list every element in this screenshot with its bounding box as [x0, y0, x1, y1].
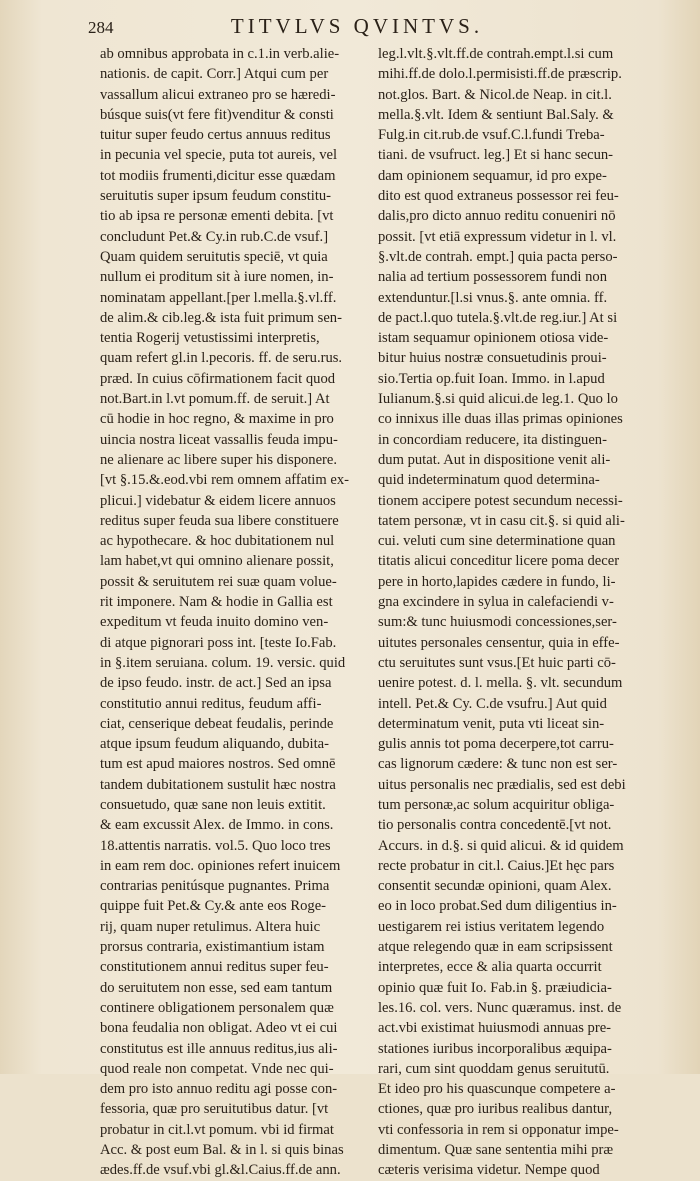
text-line: recte probatur in cit.l. Caius.]Et hęc pars: [378, 857, 615, 874]
text-line: constitutio annui reditus, feudum affi-: [100, 695, 322, 712]
page-number: 284: [88, 18, 114, 37]
text-line: probatur in cit.l.vt pomum. vbi id firmat: [100, 1121, 334, 1138]
text-line: les.16. col. vers. Nunc quæramus. inst. de: [378, 999, 622, 1016]
text-line: in pecunia vel specie, puta tot aureis, vel: [100, 147, 338, 164]
text-line: 18.attentis narratis. vol.5. Quo loco tres: [100, 837, 331, 854]
text-line: dito est quod extraneus possessor rei feu-: [378, 188, 619, 205]
text-line: concludunt Pet.& Cy.in rub.C.de vsuf.]: [100, 228, 329, 245]
text-line: cæteris verisima videtur. Nempe quod: [378, 1162, 600, 1179]
text-line: §.vlt.de contrah. empt.] quia pacta perso-: [378, 248, 618, 265]
text-line: quam refert gl.in l.pecoris. ff. de seru.rus.: [100, 350, 343, 367]
text-line: act.vbi existimat huiusmodi annuas pre-: [378, 1020, 612, 1037]
text-line: tatem personæ, vt in casu cit.§. si quid ali-: [378, 512, 625, 529]
text-line: co innixus ille duas illas primas opiniones: [378, 411, 623, 428]
text-line: possit & seruitutem rei suæ quam volue-: [100, 573, 337, 590]
text-line: cui. veluti cum sine determinatione quan: [378, 533, 616, 550]
left-text-column: [100, 44, 368, 1181]
text-line: de ipso feudo. instr. de act.] Sed an ipsa: [100, 675, 332, 692]
text-line: lam habet,vt qui omnino alienare possit,: [100, 553, 334, 570]
text-line: ab omnibus approbata in c.1.in verb.alie-: [100, 46, 340, 62]
text-line: tio ab ipsa re personæ ementi debita. [vt: [100, 208, 334, 225]
right-text-column: [378, 44, 640, 1181]
text-line: de pact.l.quo tutela.§.vlt.de reg.iur.] At si: [378, 309, 618, 326]
text-line: rari, cum sint quoddam genus seruitutū.: [378, 1060, 610, 1077]
text-line: quippe fuit Pet.& Cy.& ante eos Roge-: [100, 898, 327, 915]
text-line: dimentum. Quæ sane sententia mihi præ: [378, 1142, 614, 1159]
text-line: dalis,pro dicto annuo reditu conueniri nō: [378, 208, 616, 225]
text-line: tandem dubitationem sustulit hæc nostra: [100, 776, 336, 793]
text-line: [vt §.15.&.eod.vbi rem omnem affatim ex-: [100, 472, 349, 489]
text-line: tentia Rogerij vetustissimi interpretis,: [100, 330, 320, 347]
text-line: constitutionem annui reditus super feu-: [100, 959, 329, 976]
text-line: vassallum alicui extraneo pro se hæredi-: [100, 86, 336, 103]
text-line: & eam excussit Alex. de Immo. in cons.: [100, 817, 334, 834]
text-line: gulis annis tot poma decerpere,tot carru-: [378, 736, 614, 753]
text-line: uitutes personales censentur, quia in effe-: [378, 634, 620, 651]
text-line: Accurs. in d.§. si quid alicui. & id quidem: [378, 837, 624, 854]
text-line: dam opinionem sequamur, id pro expe-: [378, 167, 607, 184]
text-line: búsque suis(vt fere fit)venditur & consti: [100, 106, 334, 123]
text-line: præd. In cuius cōfirmationem facit quod: [100, 370, 336, 387]
text-line: prorsus contraria, existimantium istam: [100, 939, 325, 956]
text-line: ac hypothecare. & hoc dubitationem nul: [100, 533, 335, 550]
text-line: do seruitutem non esse, sed eam tantum: [100, 979, 333, 996]
running-head: TITVLVS QVINTVS.: [230, 14, 484, 38]
text-line: Et ideo pro his quascunque competere a-: [378, 1081, 616, 1098]
text-line: sum:& tunc huiusmodi concessiones,ser-: [378, 614, 617, 631]
text-line: gna excindere in sylua in calefaciendi v-: [378, 594, 614, 611]
text-line: determinatum venit, puta vti liceat sin-: [378, 715, 605, 732]
text-line: uitus personalis nec prædialis, sed est debi: [378, 776, 626, 793]
text-line: uenire potest. d. l. mella. §. vlt. secundum: [378, 675, 623, 692]
text-line: vti confessoria in rem si opponatur impe-: [378, 1121, 619, 1138]
text-line: in concordiam reducere, ita distinguen-: [378, 431, 607, 448]
text-line: ædes.ff.de vsuf.vbi gl.&l.Caius.ff.de ann.: [100, 1162, 341, 1179]
text-line: uincia nostra liceat vassallis feuda impu-: [100, 431, 338, 448]
text-line: istam sequamur opinionem otiosa vide-: [378, 330, 609, 347]
text-line: continere obligationem personalem quæ: [100, 999, 334, 1016]
text-line: Fulg.in cit.rub.de vsuf.C.l.fundi Treba-: [378, 127, 605, 144]
text-line: constitutus est ille annuus reditus,ius ali-: [100, 1040, 338, 1057]
text-line: rij, quam nuper retulimus. Altera huic: [100, 918, 321, 935]
text-line: Quam quidem seruitutis speciē, vt quia: [100, 248, 328, 265]
text-line: de alim.& cib.leg.& ista fuit primum sen-: [100, 309, 342, 326]
text-line: tot modiis frumenti,dicitur esse quædam: [100, 167, 336, 184]
text-line: bona feudalia non obligat. Adeo vt ei cui: [100, 1020, 338, 1037]
text-line: extenduntur.[l.si vnus.§. ante omnia. ff.: [378, 289, 608, 306]
text-line: mella.§.vlt. Idem & sentiunt Bal.Saly. &: [378, 106, 614, 123]
text-line: atque relegendo quæ in eam scripsissent: [378, 939, 613, 956]
text-line: Acc. & post eum Bal. & in l. si quis binas: [100, 1142, 344, 1159]
text-line: eo in loco probat.Sed dum diligentius in-: [378, 898, 617, 915]
text-line: bitur huius nostræ consuetudinis proui-: [378, 350, 607, 367]
text-line: tuitur super feudo certus annuus reditus: [100, 127, 331, 144]
text-line: ctiones, quæ pro iuribus realibus dantur,: [378, 1101, 613, 1118]
text-line: nominatam appellant.[per l.mella.§.vl.ff.: [100, 289, 337, 306]
text-line: expeditum vt feuda inuito domino ven-: [100, 614, 329, 631]
text-line: di atque pignorari poss int. [teste Io.Fab.: [100, 634, 337, 651]
text-line: titatis alicui conceditur licere poma decer: [378, 553, 620, 570]
text-line: leg.l.vlt.§.vlt.ff.de contrah.empt.l.si cum: [378, 46, 614, 62]
text-line: tum est apud maiores nostros. Sed omnē: [100, 756, 336, 773]
text-line: quod reale non competat. Vnde nec qui-: [100, 1060, 334, 1077]
text-line: seruitutis super ipsum feudum constitu-: [100, 188, 332, 205]
text-line: fessoria, quæ pro seruitutibus datur. [vt: [100, 1101, 329, 1118]
text-line: uestigarem rei istius veritatem legendo: [378, 918, 605, 935]
text-line: Iulianum.§.si quid alicui.de leg.1. Quo lo: [378, 391, 618, 408]
text-line: ctu seruitutes sunt vsus.[Et huic parti cō-: [378, 654, 616, 671]
text-line: rit imponere. Nam & hodie in Gallia est: [100, 594, 333, 611]
text-line: consentit secundæ opinioni, quam Alex.: [378, 878, 612, 895]
text-line: ciat, censerique debeat feudalis, perinde: [100, 715, 334, 732]
text-line: ne alienare ac libere super his disponere.: [100, 451, 338, 468]
text-line: reditus super feuda sua libere constituere: [100, 512, 339, 529]
text-line: atque ipsum feudum aliquando, dubita-: [100, 736, 329, 753]
text-line: tum personæ,ac solum acquiritur obliga-: [378, 796, 615, 813]
text-line: nalia ad tertium possessorem fundi non: [378, 269, 607, 286]
text-line: nationis. de capit. Corr.] Atqui cum per: [100, 66, 329, 83]
text-line: plicui.] videbatur & eidem licere annuos: [100, 492, 336, 509]
text-line: not.Bart.in l.vt pomum.ff. de seruit.] At: [100, 391, 330, 408]
text-line: in eam rem doc. opiniones refert inuicem: [100, 857, 341, 874]
text-line: pere in horto,lapides cædere in fundo, li-: [378, 573, 616, 590]
text-line: intell. Pet.& Cy. C.de vsufru.] Aut quid: [378, 695, 607, 712]
text-line: dem pro isto annuo reditu agi posse con-: [100, 1081, 338, 1098]
text-line: mihi.ff.de dolo.l.permisisti.ff.de præscrip.: [378, 66, 622, 83]
text-line: tio personalis contra concedentē.[vt not.: [378, 817, 612, 834]
text-line: consuetudo, quæ sane non leuis extitit.: [100, 796, 326, 813]
text-line: quid indeterminatum quod determina-: [378, 472, 600, 489]
text-line: nullum ei proditum sit à iure nomen, in-: [100, 269, 334, 286]
text-line: cū hodie in hoc regno, & maxime in pro: [100, 411, 334, 428]
text-line: not.glos. Bart. & Nicol.de Neap. in cit.l.: [378, 86, 612, 103]
text-line: sio.Tertia op.fuit Ioan. Immo. in l.apud: [378, 370, 605, 387]
text-line: tionem accipere potest secundum necessi-: [378, 492, 623, 509]
text-line: stationes iuribus incorporalibus æquipa-: [378, 1040, 612, 1057]
text-line: tiani. de vsufruct. leg.] Et si hanc secun-: [378, 147, 614, 164]
text-line: cas lignorum cædere: & tunc non est ser-: [378, 756, 618, 773]
page-header: [88, 14, 630, 40]
text-line: in §.item seruiana. colum. 19. versic. quid: [100, 654, 346, 671]
text-line: opinio quæ fuit Io. Fab.in §. præiudicia-: [378, 979, 612, 996]
text-line: interpretes, ecce & alia quarta occurrit: [378, 959, 602, 976]
text-line: contrarias penitúsque pugnantes. Prima: [100, 878, 330, 895]
text-line: possit. [vt etiā expressum videtur in l. vl.: [378, 228, 617, 245]
text-line: dum putat. Aut in dispositione venit ali-: [378, 451, 611, 468]
